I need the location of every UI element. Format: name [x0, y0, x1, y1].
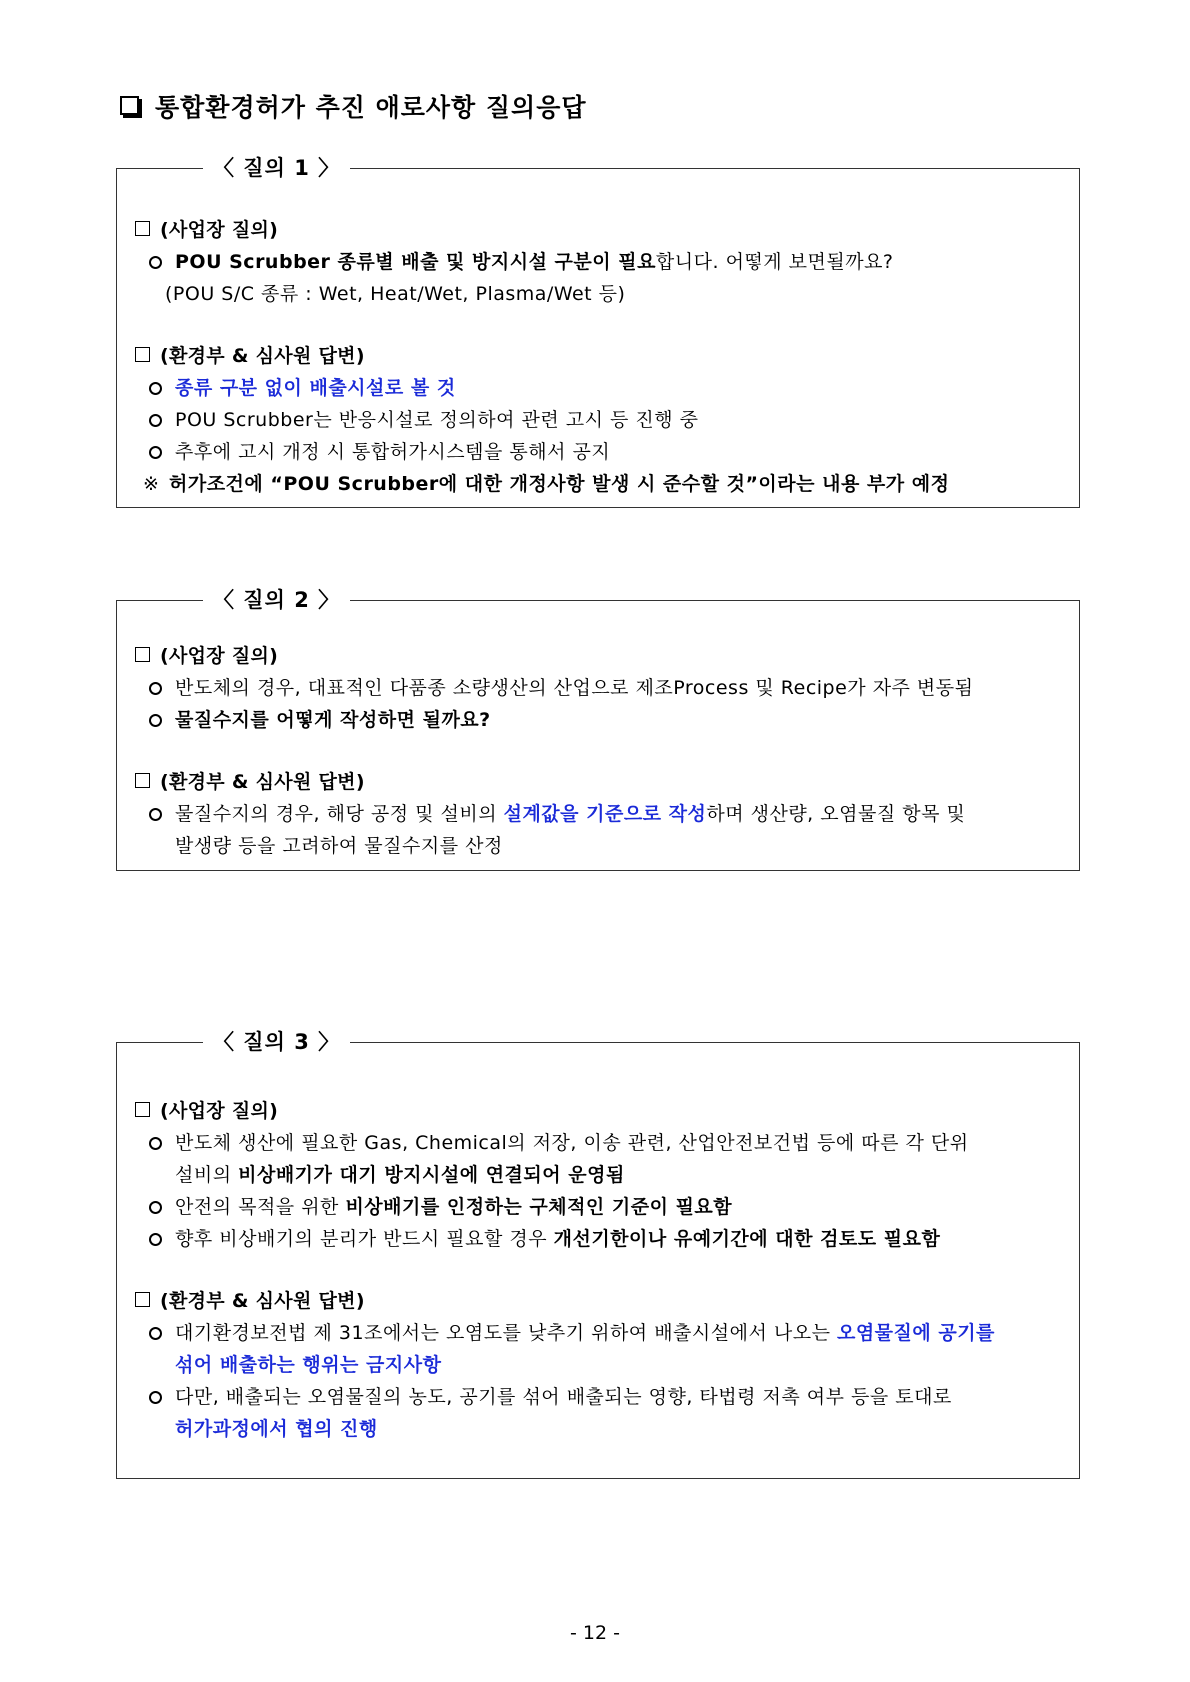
- reference-note: ※ 허가조건에 “POU Scrubber에 대한 개정사항 발생 시 준수할 것”이라는 내용 부가 예정: [135, 468, 1061, 500]
- question-item: POU Scrubber 종류별 배출 및 방지시설 구분이 필요합니다. 어떻게 보면될까요?: [135, 246, 1061, 278]
- company-question-heading: (사업장 질의): [135, 1096, 1061, 1127]
- circle-bullet-icon: [149, 808, 162, 821]
- answer-item: 물질수지의 경우, 해당 공정 및 설비의 설계값을 기준으로 작성하며 생산량, 오염물질 항목 및 발생량 등을 고려하여 물질수지를 산정: [135, 798, 1061, 862]
- question-1-legend: 〈 질의 1 〉: [203, 152, 350, 184]
- question-2-legend: 〈 질의 2 〉: [203, 584, 350, 616]
- ministry-answer-heading: (환경부 & 심사원 답변): [135, 1286, 1061, 1317]
- ministry-answer-heading: (환경부 & 심사원 답변): [135, 341, 1061, 372]
- empty-box-icon: [135, 221, 150, 236]
- circle-bullet-icon: [149, 446, 162, 459]
- ministry-answer-heading: (환경부 & 심사원 답변): [135, 767, 1061, 798]
- answer-item: 대기환경보전법 제 31조에서는 오염도를 낮추기 위하여 배출시설에서 나오는 오염물질에 공기를 섞어 배출하는 행위는 금지사항: [135, 1317, 1061, 1381]
- circle-bullet-icon: [149, 714, 162, 727]
- question-box-1: [116, 156, 1080, 508]
- company-question-heading: (사업장 질의): [135, 215, 1061, 246]
- question-item: 반도체의 경우, 대표적인 다품종 소량생산의 산업으로 제조Process 및 Recipe가 자주 변동됨: [135, 672, 1061, 704]
- empty-box-icon: [135, 647, 150, 662]
- circle-bullet-icon: [149, 682, 162, 695]
- circle-bullet-icon: [149, 382, 162, 395]
- circle-bullet-icon: [149, 414, 162, 427]
- empty-box-icon: [135, 347, 150, 362]
- question-item: 반도체 생산에 필요한 Gas, Chemical의 저장, 이송 관련, 산업안전보건법 등에 따른 각 단위 설비의 비상배기가 대기 방지시설에 연결되어 운영됨: [135, 1127, 1061, 1191]
- question-subnote: (POU S/C 종류 : Wet, Heat/Wet, Plasma/Wet 등): [165, 283, 626, 305]
- page-title-text: 통합환경허가 추진 애로사항 질의응답: [155, 93, 587, 122]
- reference-mark: ※: [143, 473, 160, 495]
- page-number: - 12 -: [570, 1622, 620, 1644]
- question-box-2: [116, 588, 1080, 871]
- question-item: 안전의 목적을 위한 비상배기를 인정하는 구체적인 기준이 필요함: [135, 1191, 1061, 1223]
- circle-bullet-icon: [149, 256, 162, 269]
- page-title: [120, 88, 587, 124]
- empty-box-icon: [135, 1292, 150, 1307]
- circle-bullet-icon: [149, 1233, 162, 1246]
- question-3-legend: 〈 질의 3 〉: [203, 1026, 350, 1058]
- circle-bullet-icon: [149, 1391, 162, 1404]
- question-item: 물질수지를 어떻게 작성하면 될까요?: [135, 704, 1061, 736]
- empty-box-icon: [135, 773, 150, 788]
- answer-item: 종류 구분 없이 배출시설로 볼 것: [135, 372, 1061, 404]
- circle-bullet-icon: [149, 1327, 162, 1340]
- answer-item: 추후에 고시 개정 시 통합허가시스템을 통해서 공지: [135, 436, 1061, 468]
- circle-bullet-icon: [149, 1201, 162, 1214]
- checkbox-square-icon: [120, 96, 139, 115]
- empty-box-icon: [135, 1102, 150, 1117]
- question-box-3: [116, 1030, 1080, 1479]
- answer-item: 다만, 배출되는 오염물질의 농도, 공기를 섞어 배출되는 영향, 타법령 저촉 여부 등을 토대로 허가과정에서 협의 진행: [135, 1381, 1061, 1445]
- answer-item: POU Scrubber는 반응시설로 정의하여 관련 고시 등 진행 중: [135, 404, 1061, 436]
- question-item: 향후 비상배기의 분리가 반드시 필요할 경우 개선기한이나 유예기간에 대한 검토도 필요함: [135, 1223, 1061, 1255]
- company-question-heading: (사업장 질의): [135, 641, 1061, 672]
- circle-bullet-icon: [149, 1137, 162, 1150]
